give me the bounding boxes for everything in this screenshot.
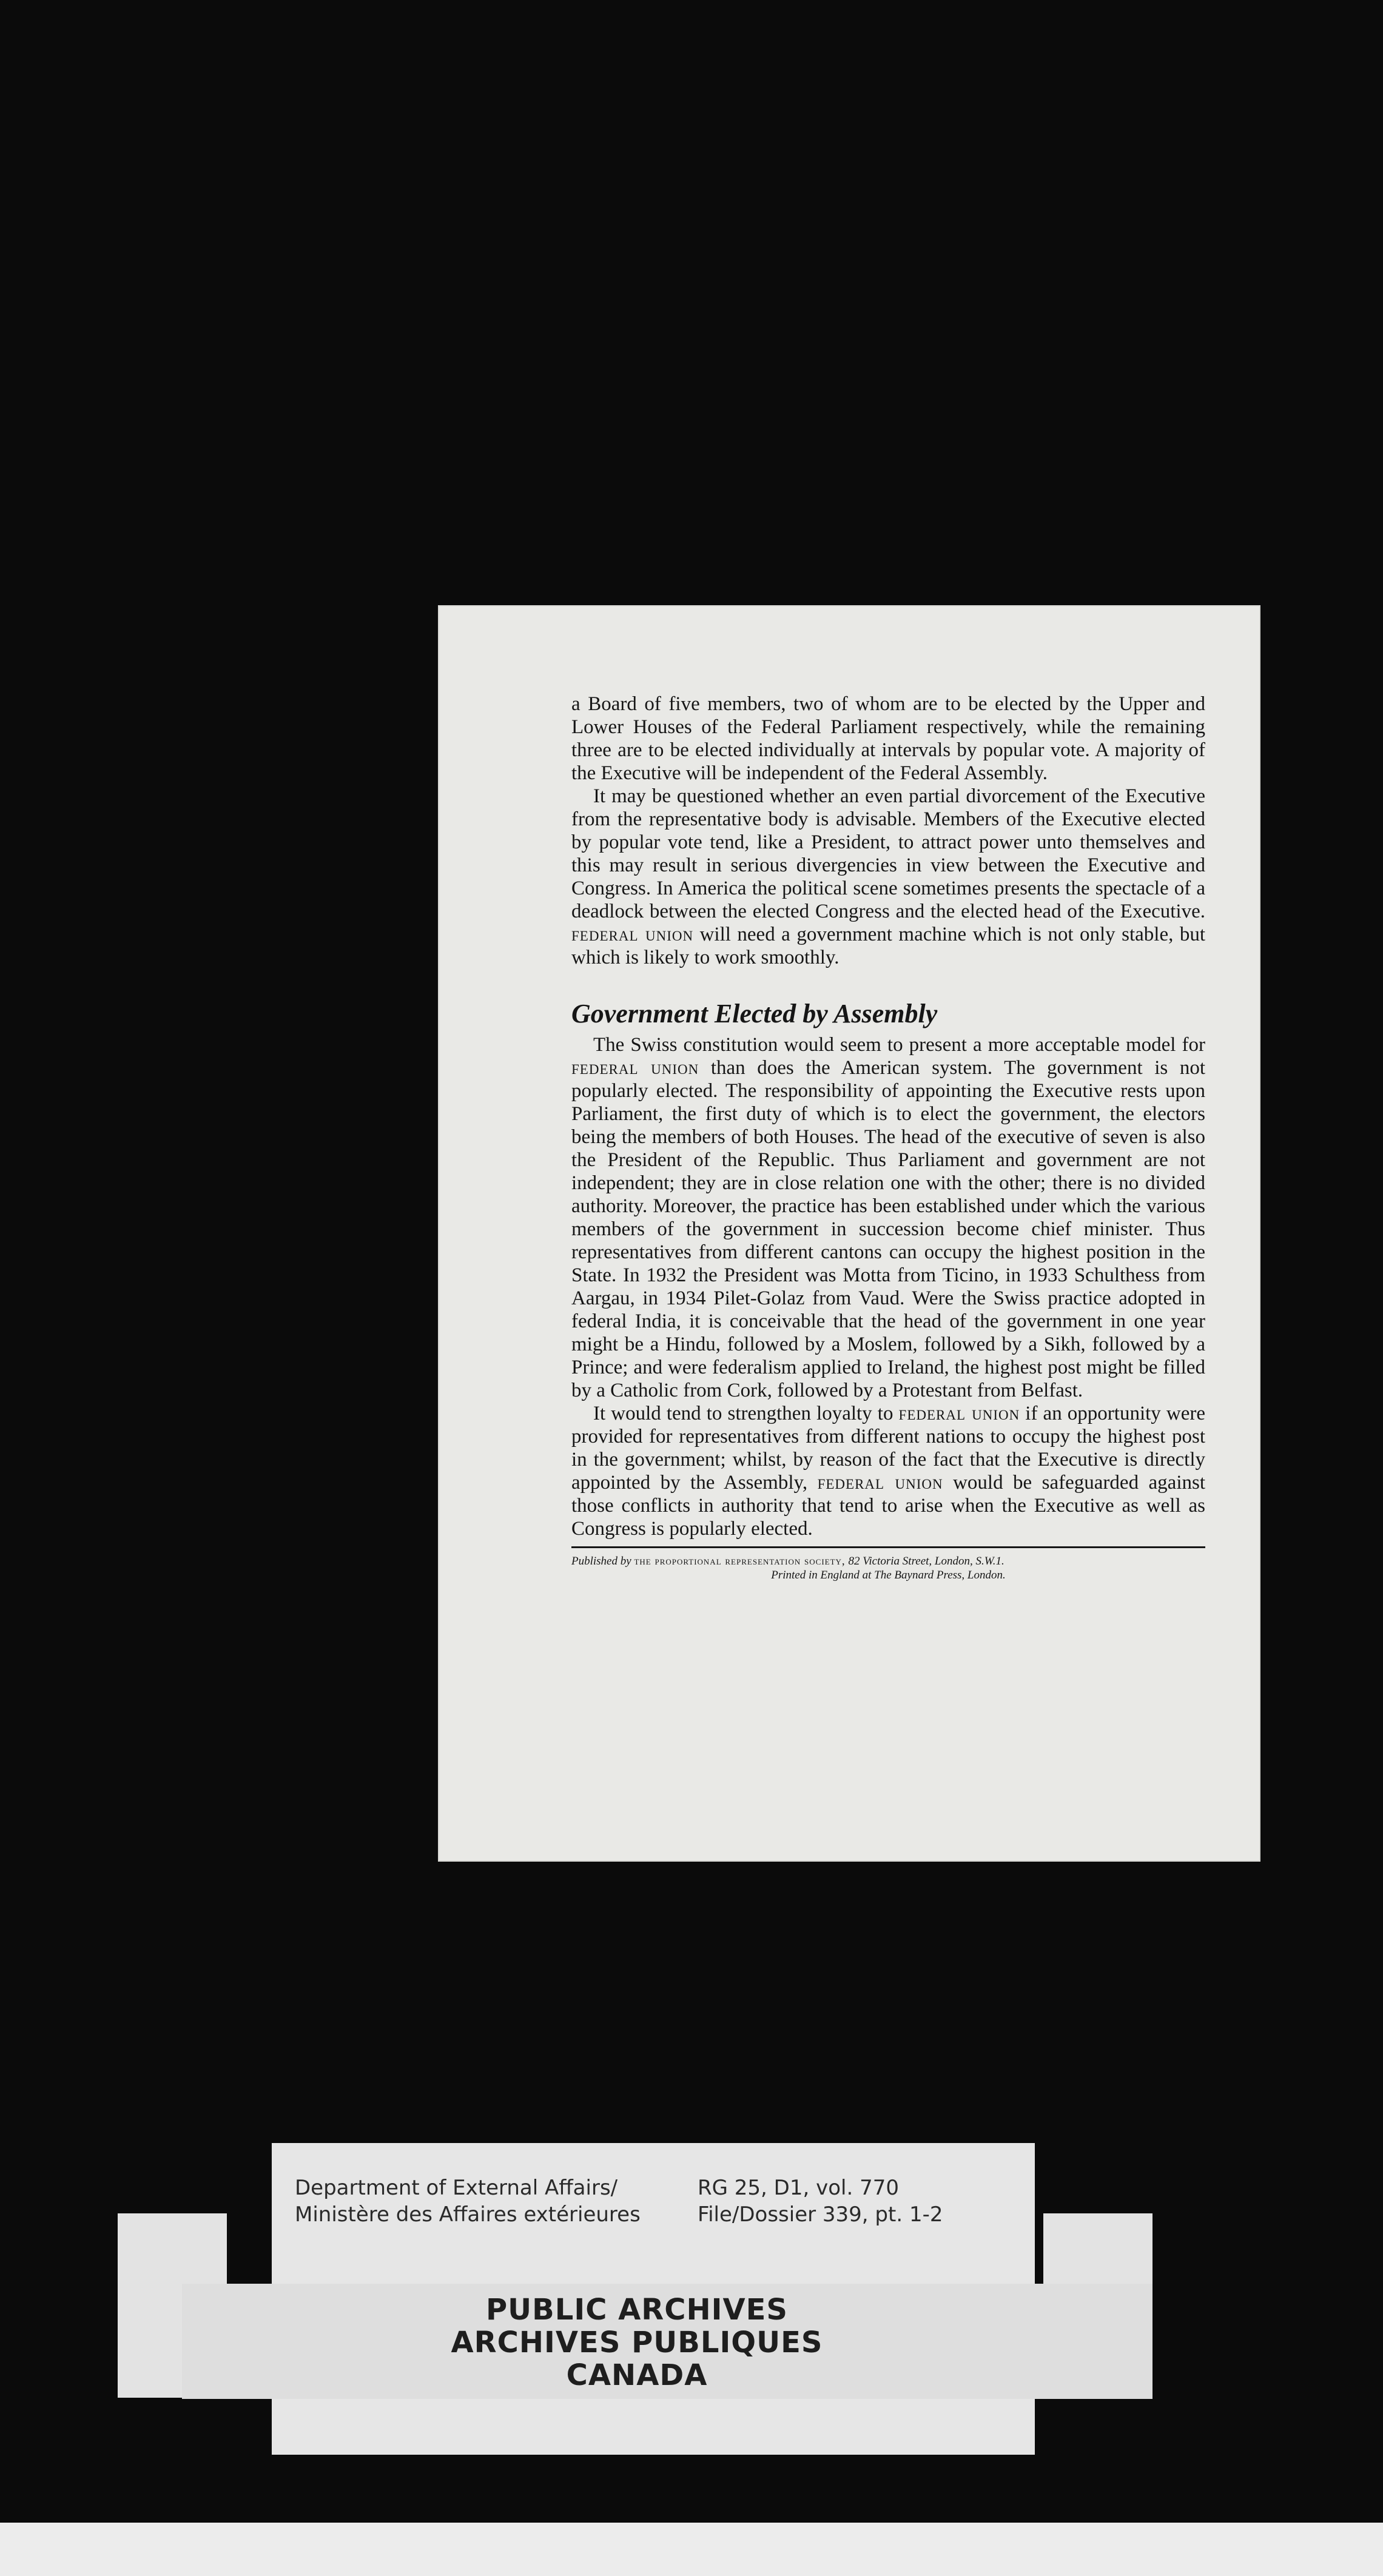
paragraph-4-c: would be safeguarded against those conflicts in authority that tend to arise when the Executive as well as Congress is popularly elected.: [571, 1472, 1206, 1540]
paragraph-3: [571, 1033, 1205, 1402]
footer-rule: [571, 1546, 1205, 1548]
stamp-line-2: ARCHIVES PUBLIQUES: [451, 2326, 823, 2360]
paragraph-2-tail: will need a government machine which is not only stable, but which is likely to work smoothly.: [571, 924, 1205, 968]
paragraph-2: [571, 785, 1205, 969]
section-heading: Government Elected by Assembly: [571, 999, 938, 1028]
paragraph-1: a Board of five members, two of whom are to be elected by the Upper and Lower Houses of the Federal Parliament respectively, while the remaining three are to be elected individually at intervals by popular vote. A majority of the Executive will be independent of the Federal Assembly.: [571, 693, 1205, 784]
footer-published: Published by: [571, 1555, 631, 1568]
federal-union-caps: federal union: [817, 1472, 943, 1494]
paragraph-2-text: It may be questioned whether an even partial divorcement of the Executive from the representative body is advisable. Members of the Executive elected by popular vote tend, like a President, to attract power unto themselves and this may result in serious divergencies in view between the Executive and Congress. In America the political scene sometimes presents the spectacle of a deadlock between the elected Congress and the elected head of the Executive.: [571, 785, 1205, 922]
ref-file: File/Dossier 339, pt. 1-2: [698, 2202, 943, 2227]
reference-row-1: [295, 2175, 992, 2201]
archives-stamp: [425, 2293, 849, 2392]
bottom-strip: [0, 2523, 1383, 2576]
federal-union-caps: federal union: [571, 1057, 699, 1079]
publisher-footer: [571, 1554, 1205, 1582]
federal-union-caps: federal union: [898, 1403, 1020, 1424]
stamp-line-3: CANADA: [566, 2358, 708, 2392]
dept-english: Department of External Affairs/: [295, 2176, 618, 2200]
footer-line-1: [571, 1554, 1205, 1568]
printed-page: [438, 605, 1260, 1862]
federal-union-caps: federal union: [571, 924, 694, 945]
archive-reference: [295, 2175, 992, 2228]
paragraph-3-b: than does the American system. The government is not popularly elected. The responsibility of appointing the Executive rests upon Parliament, the first duty of which is to elect the government, the electors being the members of both Houses. The head of the executive of seven is also the President of the Republic. Thus Parliament and government are not independent; they are in close relation one with the other; there is no divided authority. Moreover, the practice has been established under which the various members of the government in succession become chief minister. Thus representatives from different cantons can occupy the highest position in the State. In 1932 the President was Motta from Ticino, in 1933 Schulthess from Aargau, in 1934 Pilet-Golaz from Vaud. Were the Swiss practice adopted in federal India, it is conceivable that the head of the government in one year might be a Hindu, followed by a Moslem, followed by a Sikh, followed by a Prince; and were federalism applied to Ireland, the highest post might be filled by a Catholic from Cork, followed by a Protestant from Belfast.: [571, 1057, 1205, 1401]
footer-society: the proportional representation society,: [634, 1555, 846, 1568]
footer-printed: Printed in England at The Baynard Press, London.: [771, 1569, 1006, 1581]
paragraph-4-b: if an opportunity were provided for representatives from different nations to occupy the highest post in the government; whilst, by reason of the fact that the Executive is directly appointed by the Assembly,: [571, 1403, 1205, 1494]
paragraph-4: [571, 1402, 1205, 1540]
stamp-line-1: PUBLIC ARCHIVES: [486, 2293, 788, 2327]
dept-french: Ministère des Affaires extérieures: [295, 2202, 641, 2227]
reference-row-2: [295, 2201, 992, 2228]
paragraph-3-a: The Swiss constitution would seem to present a more acceptable model for: [593, 1034, 1205, 1056]
paragraph-4-a: It would tend to strengthen loyalty to: [593, 1403, 899, 1424]
footer-address: 82 Victoria Street, London, S.W.1.: [845, 1555, 1004, 1568]
ref-rg: RG 25, D1, vol. 770: [698, 2176, 899, 2200]
page-text: [571, 693, 1205, 1582]
